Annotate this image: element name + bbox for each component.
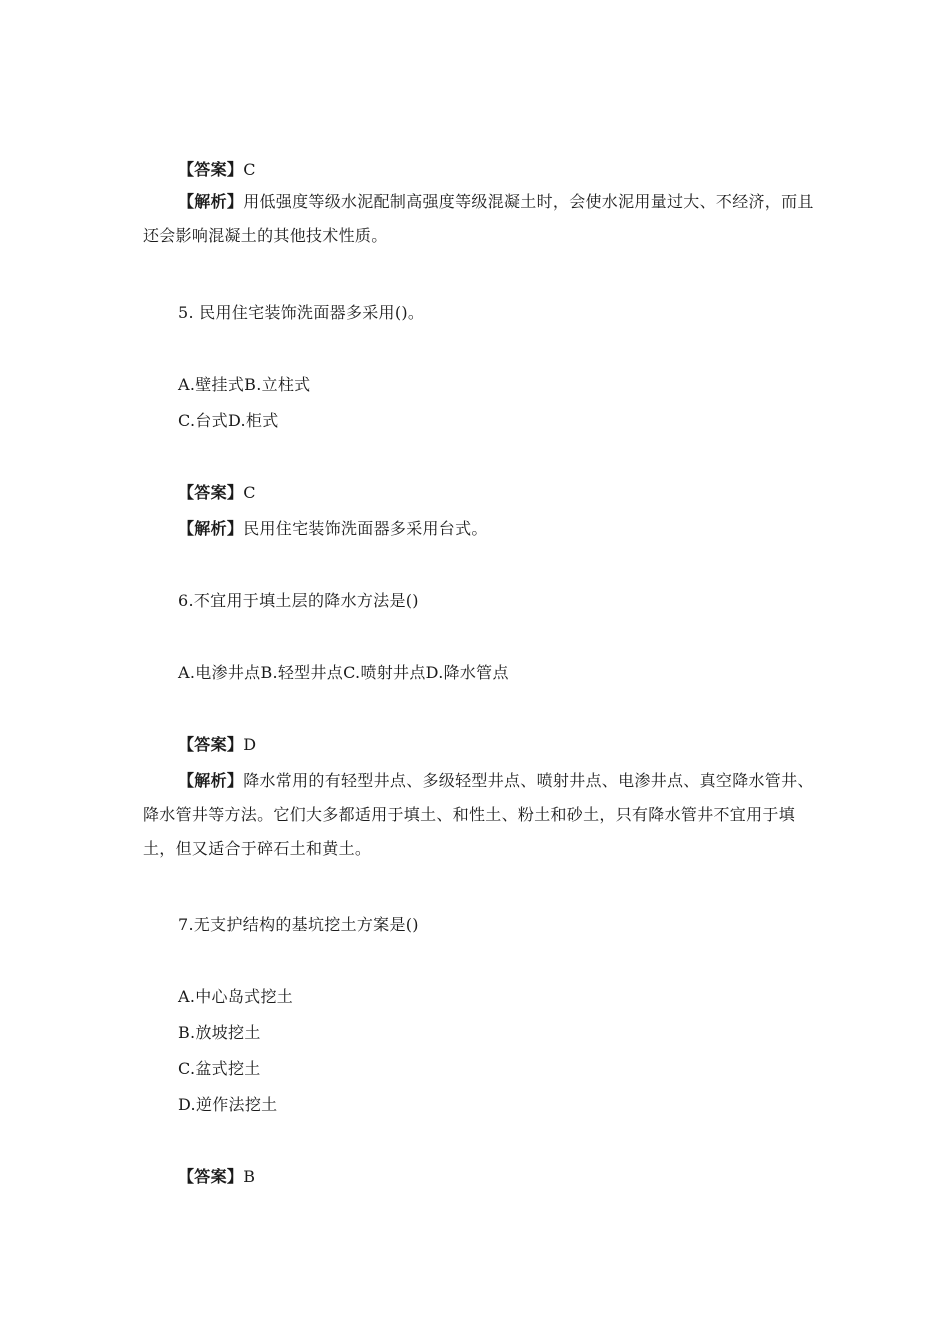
option-line-7-4: D.逆作法挖土	[178, 1095, 278, 1114]
option-line-7-1: A.中心岛式挖土	[178, 987, 294, 1006]
answer-label: 【答案】	[178, 735, 244, 754]
explanation-label: 【解析】	[178, 519, 244, 538]
question-6: 6.不宜用于填土层的降水方法是()	[178, 591, 419, 610]
explanation-label: 【解析】	[178, 192, 244, 211]
question-5: 5. 民用住宅装饰洗面器多采用()。	[178, 303, 425, 322]
explanation-5	[178, 519, 488, 539]
answer-6	[178, 735, 256, 755]
answer-label: 【答案】	[178, 483, 244, 502]
explanation-6	[143, 764, 823, 866]
explanation-text: 民用住宅装饰洗面器多采用台式。	[243, 519, 488, 538]
answer-value: C	[243, 483, 256, 502]
answer-4	[178, 160, 256, 180]
answer-value: C	[243, 160, 256, 179]
answer-label: 【答案】	[178, 160, 244, 179]
explanation-4	[143, 185, 823, 253]
answer-label: 【答案】	[178, 1167, 244, 1186]
answer-5	[178, 483, 256, 503]
option-line-6-1: A.电渗井点B.轻型井点C.喷射井点D.降水管点	[178, 663, 509, 682]
option-line-7-3: C.盆式挖土	[178, 1059, 261, 1078]
explanation-text: 降水常用的有轻型井点、多级轻型井点、喷射井点、电渗井点、真空降水管井、降水管井等方法。它们大多都适用于填土、和性土、粉土和砂土，只有降水管井不宜用于填土，但又适合于碎石土和黄土。	[143, 771, 814, 858]
option-line-5-2: C.台式D.柜式	[178, 411, 279, 430]
option-line-7-2: B.放坡挖土	[178, 1023, 261, 1042]
answer-value: D	[243, 735, 257, 754]
explanation-label: 【解析】	[178, 771, 244, 790]
answer-7	[178, 1167, 255, 1187]
answer-value: B	[243, 1167, 256, 1186]
option-line-5-1: A.壁挂式B.立柱式	[178, 375, 311, 394]
question-7: 7.无支护结构的基坑挖土方案是()	[178, 915, 419, 934]
explanation-text: 用低强度等级水泥配制高强度等级混凝土时，会使水泥用量过大、不经济，而且还会影响混凝土的其他技术性质。	[143, 192, 814, 245]
